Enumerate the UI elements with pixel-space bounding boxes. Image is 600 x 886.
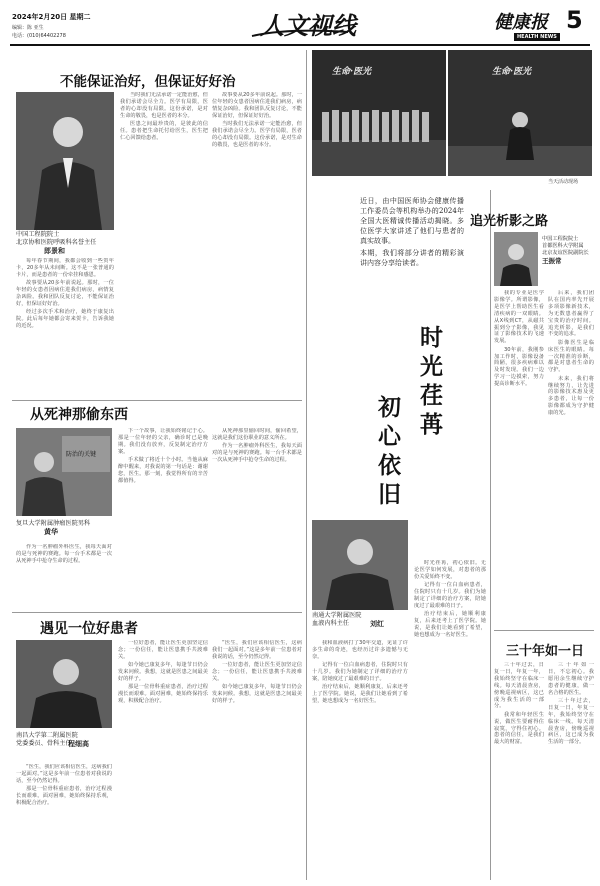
big-title (354, 325, 466, 545)
paragraph: 三十年如一日，不忘初心。我愿用余生继续守护患者的健康，做一名合格的医生。 (548, 662, 594, 696)
paragraph: 经过多次手术和治疗，她终于康复出院。此后每年她都会寄来贺卡，告诉我她的近况。 (16, 309, 114, 329)
article-right-top-body-col2 (548, 290, 594, 540)
author-photo-lang (16, 92, 114, 230)
paragraph: 故事要从20多年前说起。那时，一位年轻的女患者因病住进我们病房，病情复杂凶险。我和团队反复讨论，不能保证治好，但保证好好治。 (16, 280, 114, 307)
article-right-bottom-title: 三十年如一日 (506, 644, 585, 659)
article-right-top-title: 追光析影之路 (470, 214, 549, 229)
author-photo-liu-figure (312, 520, 408, 610)
article-left-top-body-col3 (212, 92, 302, 396)
author-name: 郎景和 (44, 247, 65, 255)
paragraph: 下一个故事，让我始终铭记于心。那是一位年轻的父亲，确诊时已是晚期。我们没有放弃，反复制定治疗方案。 (118, 428, 208, 455)
author-caption-liu (312, 612, 412, 628)
paper-latin-badge (514, 33, 560, 41)
big-title-line2: 初心依旧 (374, 395, 401, 511)
divider (494, 630, 594, 631)
author-photo-wang-figure (494, 232, 538, 286)
author-org: 南通大学附属医院 血液内科主任 (312, 612, 362, 627)
author-photo-cheng (16, 640, 112, 728)
paragraph: 那是一位骨科重症患者，治疗过程漫长而艰难。面对困难，她始终保持乐观，积极配合治疗。 (16, 786, 112, 806)
paragraph: 我和血液病打了30年交道，见证了许多生命的奇迹，也经历过许多遗憾与无奈。 (312, 640, 408, 660)
author-org: 复旦大学附属肿瘤医院男科 (16, 520, 91, 527)
author-org: 南昌大学第二附属医院 党委委员、骨科主任 (16, 732, 78, 747)
article-left-bottom-title: 遇见一位好患者 (40, 621, 138, 637)
author-photo-lang-figure (16, 92, 114, 230)
article-left-mid-body-col2 (118, 428, 208, 608)
article-right-bottom-body-col1 (494, 662, 544, 878)
author-name: 刘红 (370, 620, 384, 628)
author-org: 中国工程院院士 北京协和医院呼吸科名誉主任 (16, 231, 97, 246)
author-name: 黄华 (44, 528, 58, 536)
paragraph: 手术做了将近十个小时。当他从麻醉中醒来，对我说的第一句话是：谢谢您，医生。那一刻，我觉得所有的辛苦都值得。 (118, 457, 208, 484)
section-title (248, 6, 360, 40)
author-photo-huang-scene (16, 428, 112, 516)
photo-screen-text: 防治的关键 (66, 451, 97, 458)
paragraph: 治疗结束后，她顺利康复，后来还考上了医学院。她说，是我们让她看到了希望，她也想成为一名好医生。 (414, 611, 486, 638)
paragraph: 从死神那里偷回时间，偷回希望，这就是我们这份职业的意义所在。 (212, 428, 302, 441)
paragraph: “医生，我们应该相信医生，这病我们一起面对。”这是多年前一位患者对我说的话，至今仍然记得。 (212, 640, 302, 660)
author-photo-huang (16, 428, 112, 516)
event-photo-right (448, 50, 592, 176)
feature-quote-box (360, 196, 464, 312)
author-caption-cheng (16, 732, 126, 748)
photo-stage-text: 生命·医光 (332, 67, 372, 77)
paragraph: 如今她已康复多年，每逢节日仍会发来问候。我想，这就是医患之间最美好的样子。 (212, 684, 302, 705)
paragraph: 我的专业是医学影像学。所谓影像，是医学上帮助医生看清疾病的一双眼睛。从X线到CT，从磁共振到分子影像，我见证了影像技术的飞速发展。 (494, 290, 544, 345)
paragraph: 三十年过去，日复一日，年复一年，我始终坚守在临床一线。每天清晨查房，傍晚巡视病区，这已成为我生活的一部分。 (494, 662, 544, 710)
paragraph: 一位好患者，能让医生更加坚定信念；一份信任，能让医患携手共渡难关。 (212, 662, 302, 682)
paragraph: 治疗结束后，她顺利康复，后来还考上了医学院。她说，是我们让她看到了希望，她也想成为一名好医生。 (312, 684, 408, 705)
paragraph: 时光荏苒，初心依旧。无论医学如何发展，对患者的那份关爱始终不变。 (414, 560, 486, 580)
photo-caption: 当天活动现场 (548, 179, 579, 185)
paragraph: “医生，我们应该相信医生，这病我们一起面对。”这是多年前一位患者对我说的话，至今仍然记得。 (16, 764, 112, 784)
column-divider (306, 50, 307, 880)
author-photo-cheng-figure (16, 640, 112, 728)
big-title-line1: 时光荏苒 (416, 325, 443, 441)
paragraph: 记得有一位白血病患者，住院时只有十几岁。我们为她制定了详细的治疗方案，陪她度过了最艰难的日子。 (414, 582, 486, 609)
article-left-mid-body-col1 (16, 544, 112, 608)
paragraph: 故事要从20多年前说起。那时，一位年轻的女患者因病住进我们病房，病情复杂凶险。我和团队反复讨论，不能保证治好，但保证好好治。 (212, 92, 302, 119)
article-left-bottom-body-col3 (212, 640, 302, 876)
article-right-bottom-body-col2 (548, 662, 594, 878)
article-center-body-col2 (414, 560, 486, 878)
paragraph: 作为一名肿瘤外科医生，我每天面对的是与死神的赛跑。每一台手术都是一次从死神手中抢夺生命的过程。 (16, 544, 112, 564)
author-caption-huang (16, 520, 116, 536)
article-right-top-body-col1 (494, 290, 544, 540)
photo-stage-text: 生命·医光 (492, 67, 532, 77)
divider (12, 400, 302, 401)
author-caption-wang (542, 236, 598, 265)
masthead-rule (10, 44, 590, 46)
paper-latin-text: HEALTH NEWS (517, 34, 557, 40)
masthead-phone: 电话：(010)64402278 (12, 33, 66, 39)
paragraph: 如今她已康复多年，每逢节日仍会发来问候。我想，这就是医患之间最美好的样子。 (118, 662, 208, 682)
article-left-top-body-col1 (16, 258, 114, 396)
paragraph: 医患之间最珍贵的，是彼此的信任。患者把生命托付给医生，医生把仁心回馈给患者。 (120, 121, 208, 141)
divider (12, 612, 302, 613)
page-number: 5 (566, 6, 583, 34)
paragraph: 当时我们无法承诺一定能治愈，但我们承诺会尽全力。医学有局限，医者的心却没有局限。这份承诺，是对生命的敬畏，也是医者的本分。 (120, 92, 208, 119)
masthead-editor: 编辑：陈 亚生 (12, 25, 44, 31)
article-left-mid-title: 从死神那偷东西 (30, 407, 128, 423)
paper-name: 健康报 (494, 12, 548, 33)
paragraph: 未来，我们将继续努力，让先进的影像技术惠及更多患者，让每一份影像都成为守护健康的光。 (548, 375, 594, 417)
paragraph: 影像医生是临床医生的眼睛。每一次精准的诊断，都是对患者生命的守护。 (548, 339, 594, 374)
author-photo-liu (312, 520, 408, 610)
paragraph: 后来，我们团队在国内率先开展多项影像新技术，为无数患者赢得了宝贵的治疗时间。追光析影，是我们不变的追求。 (548, 290, 594, 338)
paragraph: 当时我们无法承诺一定能治愈，但我们承诺会尽全力。医学有局限，医者的心却没有局限。这份承诺，是对生命的敬畏，也是医者的本分。 (212, 121, 302, 148)
author-org: 中国工程院院士 首都医科大学附属 北京友谊医院副院长 (542, 236, 589, 256)
author-caption-lang (16, 231, 116, 255)
author-name: 王振常 (542, 257, 562, 265)
author-photo-wang (494, 232, 538, 286)
section-title-text: 人文视线 (260, 11, 356, 40)
article-left-top-body-col2 (120, 92, 208, 396)
column-divider (490, 190, 491, 880)
paragraph: 每年春节期间，我都会收到一些贺年卡，20多年从未间断。这不是一张普通的卡片，而是患者的一份牵挂和感恩。 (16, 258, 114, 278)
masthead-date: 2024年2月20日 星期二 (12, 13, 91, 21)
event-photo-right-stage (448, 50, 592, 176)
paragraph: 作为一名肿瘤外科医生，我每天面对的是与死神的赛跑。每一台手术都是一次从死神手中抢夺生命的过程。 (212, 443, 302, 464)
paragraph: 一位好患者，能让医生更加坚定信念；一份信任，能让医患携手共渡难关。 (118, 640, 208, 660)
paragraph: 30年前，我刚参加工作时，影像设备简陋，很多疾病难以及时发现。我们一边学习一边摸索，努力提高诊断水平。 (494, 346, 544, 388)
paragraph: 记得有一位白血病患者，住院时只有十几岁。我们为她制定了详细的治疗方案，陪她度过了最艰难的日子。 (312, 662, 408, 682)
paragraph: 那是一位骨科重症患者，治疗过程漫长而艰难。面对困难，她始终保持乐观，积极配合治疗。 (118, 684, 208, 705)
paragraph: 我常和年轻医生说，做医生要耐得住寂寞，守得住初心。患者的信任，是我们最大的财富。 (494, 711, 544, 746)
article-left-bottom-body-col1 (16, 764, 112, 876)
article-left-top-title: 不能保证治好，但保证好好治 (60, 74, 236, 90)
article-left-bottom-body-col2 (118, 640, 208, 876)
event-photo-left (312, 50, 446, 176)
feature-closing: 本期，我们将部分讲者的精彩演讲内容分享给读者。 (360, 249, 464, 267)
feature-lead: 近日，由中国医师协会健康传播工作委员会等机构举办的2024年全国大医精诚传播活动揭晓。多位医学大家讲述了他们与患者的真实故事。 (360, 197, 464, 245)
event-photo-left-stage (312, 50, 446, 176)
paragraph: 三十年过去，日复一日，年复一年，我始终坚守在临床一线。每天清晨查房，傍晚巡视病区，这已成为我生活的一部分。 (548, 697, 594, 746)
author-name: 程细高 (68, 740, 89, 748)
article-left-mid-body-col3 (212, 428, 302, 608)
article-center-body-col1 (312, 640, 408, 878)
